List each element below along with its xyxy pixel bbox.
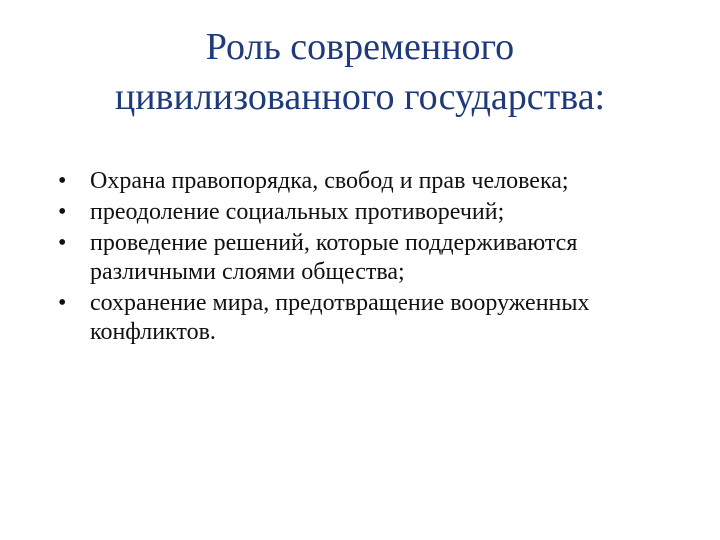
bullet-icon: • xyxy=(58,230,67,256)
slide-title-line-1: Роль современного xyxy=(205,26,515,68)
list-item xyxy=(58,198,698,227)
list-item-text: сохранение мира, предотвращение вооруженных конфликтов. xyxy=(90,290,590,345)
list-item-text: преодоление социальных противоречий; xyxy=(90,199,505,225)
bullet-icon: • xyxy=(58,199,67,225)
slide-title xyxy=(30,22,690,122)
list-item-text: Охрана правопорядка, свобод и прав человека; xyxy=(90,168,569,194)
list-item xyxy=(58,167,698,196)
list-item-text: проведение решений, которые поддерживаются различными слоями общества; xyxy=(90,230,578,285)
list-item xyxy=(58,229,698,287)
bullet-list xyxy=(58,167,698,349)
list-item xyxy=(58,289,698,347)
bullet-icon: • xyxy=(58,290,67,316)
bullet-icon: • xyxy=(58,168,67,194)
slide-title-line-2: цивилизованного государства: xyxy=(114,76,606,118)
